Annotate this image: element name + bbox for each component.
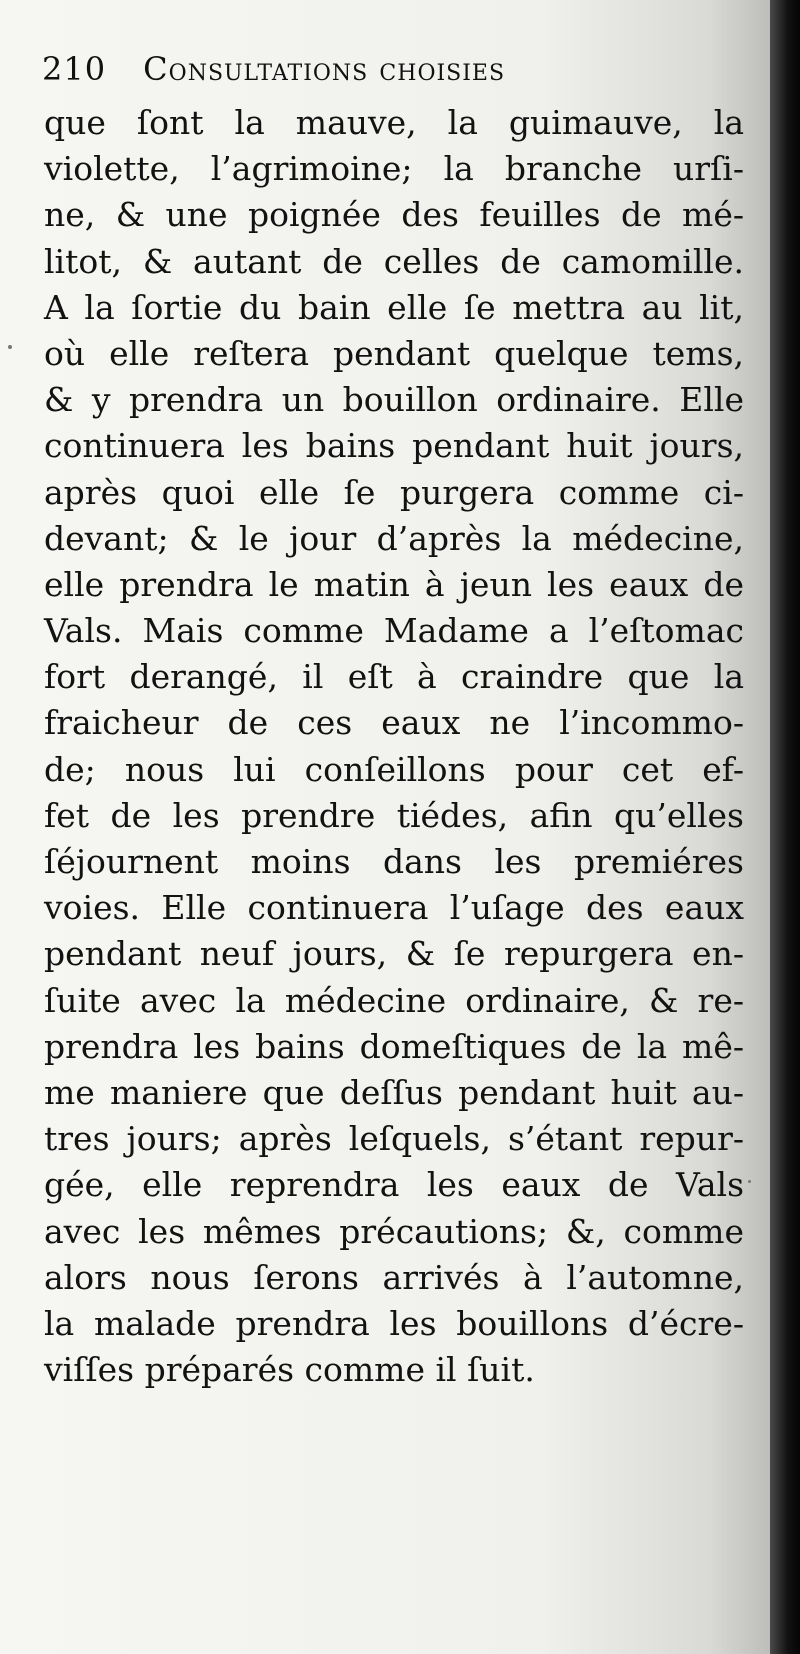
text-line: prendra les bains domeſtiques de la mê-: [44, 1026, 744, 1066]
text-line: gée, elle reprendra les eaux de Vals: [44, 1165, 744, 1205]
running-title: Consultations choisies: [143, 50, 506, 88]
text-line: viſſes préparés comme il ſuit.: [44, 1350, 535, 1390]
body-text: [44, 100, 744, 1393]
text-line: ſéjournent moins dans les premiéres: [44, 842, 744, 881]
text-line: me maniere que deſſus pendant huit au-: [44, 1072, 744, 1112]
text-line: litot, & autant de celles de camomille.: [44, 241, 744, 281]
text-line: tres jours; après leſquels, s’étant repur-: [44, 1119, 744, 1159]
text-line: & y prendra un bouillon ordinaire. Elle: [44, 380, 744, 420]
text-line: après quoi elle ſe purgera comme ci-: [44, 472, 744, 512]
text-line: voies. Elle continuera l’uſage des eaux: [44, 888, 744, 928]
text-line: de; nous lui conſeillons pour cet ef-: [44, 749, 744, 789]
text-line: fort derangé, il eſt à craindre que la: [44, 657, 744, 697]
text-line: ne, & une poignée des feuilles de mé-: [44, 195, 744, 235]
text-line: Vals. Mais comme Madame a l’eſtomac: [44, 611, 744, 651]
text-line: que ſont la mauve, la guimauve, la: [44, 103, 744, 142]
text-line: fet de les prendre tiédes, afin qu’elles: [44, 795, 744, 835]
paper-speck: [748, 1180, 751, 1183]
page-header: [42, 50, 742, 100]
text-line: devant; & le jour d’après la médecine,: [44, 518, 744, 558]
text-line: où elle reſtera pendant quelque tems,: [44, 333, 744, 373]
text-line: A la ſortie du bain elle ſe mettra au lit,: [44, 287, 744, 327]
text-line: violette, l’agrimoine; la branche urſi-: [44, 149, 744, 189]
text-line: avec les mêmes précautions; &, comme: [44, 1211, 744, 1251]
text-line: pendant neuf jours, & ſe repurgera en-: [44, 934, 744, 974]
page-number: 210: [42, 50, 107, 88]
text-line: continuera les bains pendant huit jours,: [44, 426, 744, 466]
text-line: fraicheur de ces eaux ne l’incommo-: [44, 703, 744, 743]
text-line: alors nous ſerons arrivés à l’automne,: [44, 1257, 744, 1297]
text-line: elle prendra le matin à jeun les eaux de: [44, 564, 744, 604]
text-line: la malade prendra les bouillons d’écre-: [44, 1303, 744, 1343]
paper-speck: [8, 345, 12, 349]
text-line: ſuite avec la médecine ordinaire, & re-: [44, 980, 744, 1020]
page-gutter-shadow: [770, 0, 800, 1654]
